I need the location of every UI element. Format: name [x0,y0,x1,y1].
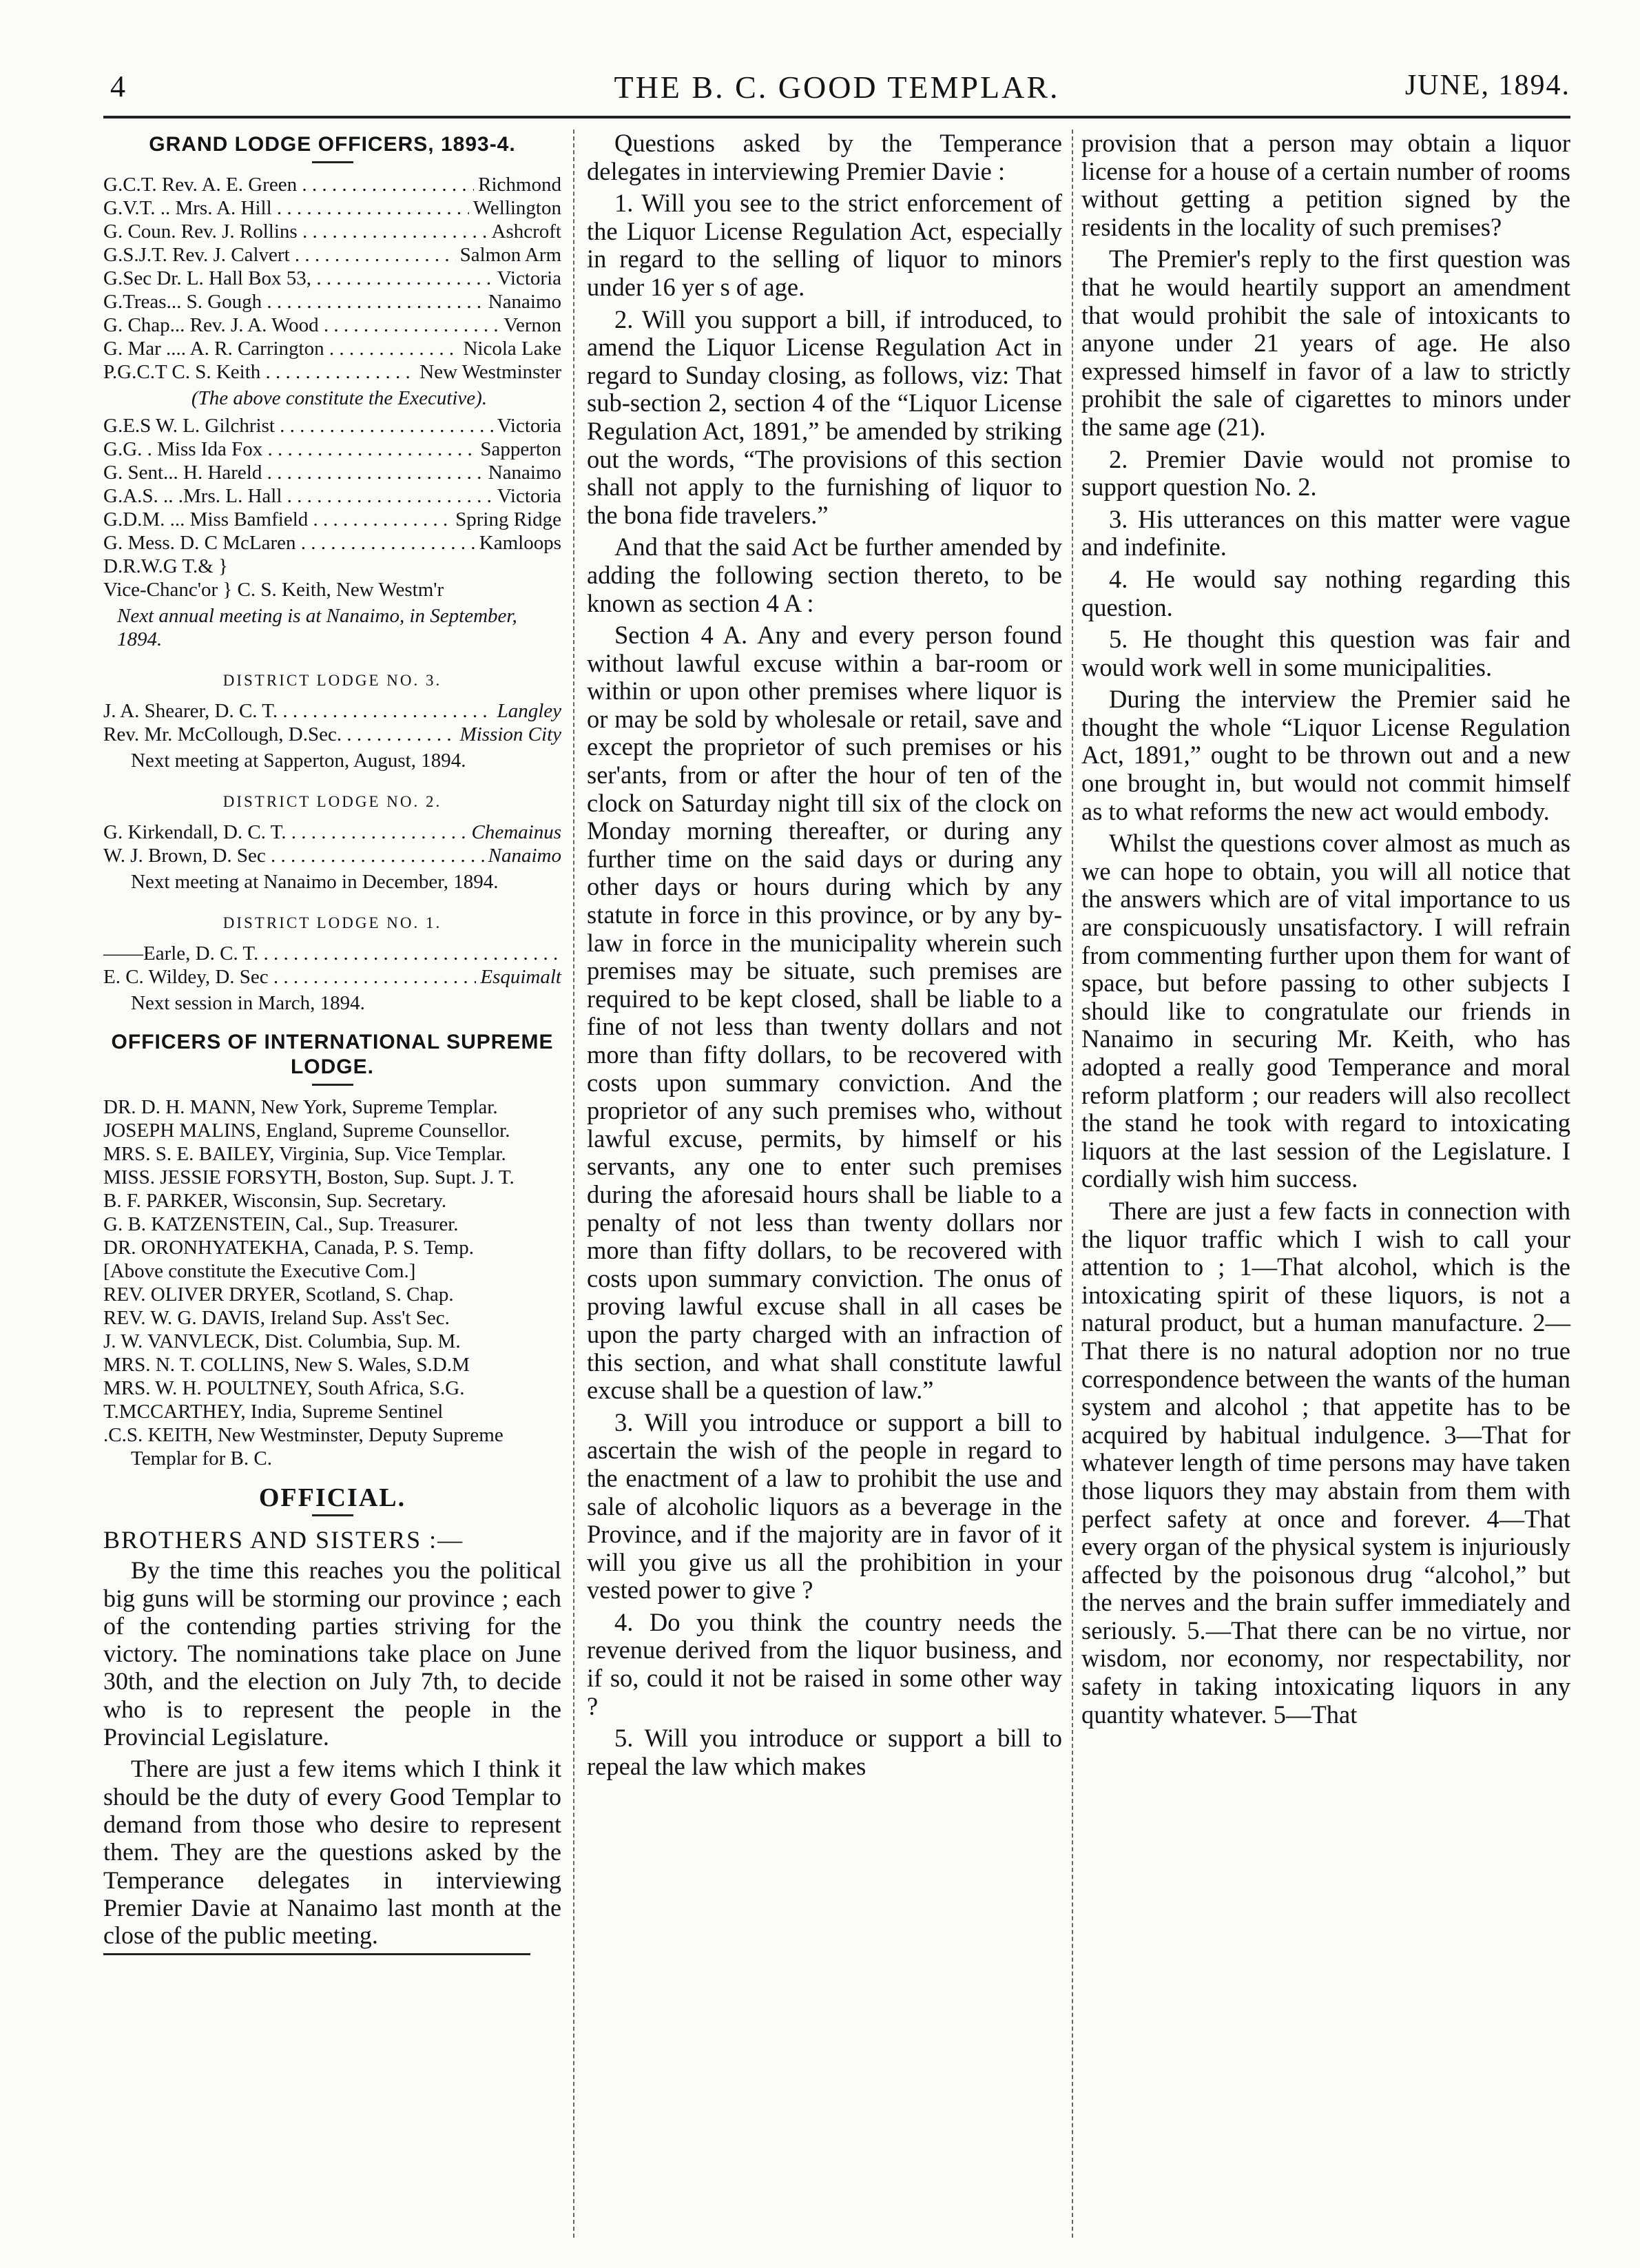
officer-place: Mission City [459,723,561,745]
officer-name: ——Earle, D. C. T. . . . [103,942,557,965]
drwgt-line: D.R.W.G T.& } [103,555,228,577]
column-divider [1072,130,1073,2238]
officer-name: G.Sec Dr. L. Hall Box 53, . . . [103,267,493,290]
international-officer: REV. OLIVER DRYER, Scotland, S. Chap. [103,1284,454,1306]
international-officer: REV. W. G. DAVIS, Ireland Sup. Ass't Sec. [103,1307,450,1329]
executive-note: (The above constitute the Executive). [191,387,488,409]
paragraph: The Premier's reply to the first question was that he would heartily support an amendment that would prohibit the sale of intoxicants to anyone under 21 years of age. He also expressed himself in favor of a law to strictly prohibit the sale of cigarettes to minors under the same age (21). [1081,245,1570,441]
paragraph: During the interview the Premier said he thought the whole “Liquor License Regulation Act, 1891,” ought to be thrown out and a new one brought in, but would not commit himself as to what reforms the new act would embody. [1081,685,1570,825]
official-article [103,1556,561,1949]
international-officer: DR. D. H. MANN, New York, Supreme Templar. [103,1096,498,1118]
running-head [103,69,1570,110]
paragraph: provision that a person may obtain a liquor license for a house of a certain number of rooms without getting a petition signed by the residents in the locality of such premises? [1081,129,1570,241]
paragraph: 1. Will you see to the strict enforcement of the Liquor License Regulation Act, especially in regard to the selling of liquor to minors under 16 yer s of age. [587,189,1062,301]
officer-place: Chemainus [471,821,561,843]
officer-name: G.E.S W. L. Gilchrist . . . [103,414,493,437]
paragraph: There are just a few items which I think it should be the duty of every Good Templar to demand from those who desire to represent them. They are the questions asked by the Temperance delegates in interviewing Premier Davie at Nanaimo last month at the close of the public meeting. [103,1755,561,1950]
district-3-meeting: Next meeting at Sapperton, August, 1894. [131,750,466,772]
column-2 [587,130,1062,1784]
column-3 [1081,130,1570,1733]
grand-lodge-heading: GRAND LODGE OFFICERS, 1893-4. [149,133,516,156]
officer-row [103,313,561,337]
officer-name: W. J. Brown, D. Sec . . . [103,844,484,867]
paragraph: And that the said Act be further amended by adding the following section thereto, to be known as section 4 A : [587,533,1062,617]
paragraph: 3. His utterances on this matter were vague and indefinite. [1081,504,1570,561]
officer-row [103,821,561,844]
officer-name: G.S.J.T. Rev. J. Calvert . . . [103,243,456,267]
paragraph: There are just a few facts in connection with the liquor traffic which I wish to call your attention to ; 1—That alcohol, which is the intoxicating spirit of these liquors, is not a natural product, but a human manufacture. 2—That there is no natural adoption nor no true correspondence between the wants of the human system and alcohol ; that appetite has to be acquired by habitual indulgence. 3—That for whatever length of time persons may have taken those liquors they may abstain from them with perfect safety at once and forever. 4—That every organ of the physical system is injuriously affected by the poisonous drug “alcohol,” but the nerves and the brain suffer immediately and seriously. 5.—That there can be no virtue, nor wisdom, nor economy, nor respectability, nor safety in taking intoxicating liquors in any quantity whatever. 5—That [1081,1196,1570,1729]
officer-name: G.G. . Miss Ida Fox . . . [103,437,476,461]
officer-row [103,360,561,384]
international-officer: MRS. S. E. BAILEY, Virginia, Sup. Vice Templar. [103,1143,506,1165]
officer-row [103,508,561,531]
district-2-heading: DISTRICT LODGE NO. 2. [222,793,442,810]
officer-name: G.Treas... S. Gough . . . [103,290,484,313]
officer-place: Victoria [497,415,561,437]
officer-place: Spring Ridge [455,508,561,530]
paragraph: 3. Will you introduce or support a bill to ascertain the wish of the people in regard to the enactment of a law to prohibit the use and sale of alcoholic liquors as a beverage in the Province, and if the majority are in favor of it will you give us all the prohibition in your vested power to give ? [587,1408,1062,1605]
officer-row [103,267,561,290]
officer-name: G.V.T. .. Mrs. A. Hill . . . [103,196,469,220]
officer-row [103,723,561,746]
paragraph: 2. Will you support a bill, if introduced, to amend the Liquor License Regulation Act in regard to Sunday closing, as follows, viz: That sub-section 2, section 4 of the “Liquor License Regulation Act, 1891,” be amended by striking out the words, “The provisions of this section shall not apply to the furnishing of liquor to the bona fide travelers.” [587,305,1062,529]
officer-name: J. A. Shearer, D. C. T. . . . [103,699,493,723]
paragraph: 2. Premier Davie would not promise to support question No. 2. [1081,444,1570,502]
officer-name: G. Coun. Rev. J. Rollins . . . [103,220,488,243]
paragraph: By the time this reaches you the political big guns will be storming our province ; each of the contending parties striving for the victory. The nominations take place on June 30th, and the election on July 7th, to decide who is to represent the people in the Provincial Legislature. [103,1556,561,1751]
officer-row [103,484,561,508]
officer-place: Nanaimo [488,845,561,867]
officer-place: Nanaimo [488,291,561,313]
annual-meeting-note: Next annual meeting is at Nanaimo, in September, 1894. [117,605,517,650]
district-3-heading: DISTRICT LODGE NO. 3. [222,672,442,689]
officer-place: Victoria [497,267,561,289]
officer-name: G. Mar .... A. R. Carrington . . . [103,337,459,360]
district-2-meeting: Next meeting at Nanaimo in December, 1894. [131,871,499,893]
officer-place: Salmon Arm [459,244,561,266]
officer-name: G.C.T. Rev. A. E. Green . . . [103,173,474,196]
officer-row [103,196,561,220]
officer-name: G. Kirkendall, D. C. T. . . . [103,821,468,844]
international-officer: .C.S. KEITH, New Westminster, Deputy Supreme Templar for B. C. [103,1424,504,1470]
officer-name: G. Mess. D. C McLaren . . . [103,531,475,555]
officer-row [103,414,561,437]
officer-place: Wellington [473,197,561,219]
officer-name: P.G.C.T C. S. Keith . . . [103,360,415,384]
officer-row [103,220,561,243]
paragraph: 5. Will you introduce or support a bill to repeal the law which makes [587,1724,1062,1780]
officer-place: Vernon [504,314,561,336]
officer-row [103,844,561,867]
officer-row [103,942,561,965]
newspaper-title: THE B. C. GOOD TEMPLAR. [614,70,1060,105]
column-divider [573,130,574,2238]
paragraph: Questions asked by the Temperance delegates in interviewing Premier Davie : [587,129,1062,185]
district-1-heading: DISTRICT LODGE NO. 1. [222,914,442,931]
officer-place: New Westminster [419,361,561,383]
district-1-meeting: Next session in March, 1894. [131,992,365,1014]
international-officer: [Above constitute the Executive Com.] [103,1260,416,1282]
international-officer: J. W. VANVLECK, Dist. Columbia, Sup. M. [103,1330,461,1352]
international-heading: OFFICERS OF INTERNATIONAL SUPREME LODGE. [111,1031,554,1078]
international-officer: T.MCCARTHEY, India, Supreme Sentinel [103,1401,444,1423]
officer-place: Victoria [497,485,561,507]
district-2-officers [103,821,561,867]
officer-row [103,965,561,989]
district-1-officers [103,942,561,989]
officer-row [103,437,561,461]
officer-place: Langley [497,700,561,722]
issue-date: JUNE, 1894. [1404,70,1570,101]
officer-name: Rev. Mr. McCollough, D.Sec. . . . [103,723,456,746]
international-officer: MRS. N. T. COLLINS, New S. Wales, S.D.M [103,1354,470,1376]
salutation: BROTHERS AND SISTERS :— [103,1526,464,1554]
page-number: 4 [110,70,125,103]
vice-chancellor-line: Vice-Chanc'or } C. S. Keith, New Westm'r [103,579,444,601]
column-1 [103,130,561,1955]
international-officer: MISS. JESSIE FORSYTH, Boston, Sup. Supt. J. T. [103,1166,515,1188]
paragraph: 4. Do you think the country needs the revenue derived from the liquor business, and if so, could it not be raised in some other way ? [587,1607,1062,1720]
heading-rule [312,1514,353,1516]
paragraph: 5. He thought this question was fair and would work well in some municipalities. [1081,625,1570,681]
officer-row [103,337,561,360]
officer-place: Esquimalt [480,966,561,988]
grand-lodge-officers-list [103,173,561,384]
international-officer: G. B. KATZENSTEIN, Cal., Sup. Treasurer. [103,1213,459,1235]
officer-name: G. Chap... Rev. J. A. Wood . . . [103,313,499,337]
officer-place: Kamloops [479,532,561,554]
officer-place: Nanaimo [488,462,561,484]
officer-place: Sapperton [480,438,561,460]
officer-name: E. C. Wildey, D. Sec . . . [103,965,476,989]
district-3-officers [103,699,561,746]
grand-lodge-officers-list-2 [103,414,561,555]
officer-row [103,173,561,196]
officer-row [103,699,561,723]
officer-row [103,290,561,313]
officer-row [103,461,561,484]
official-heading: OFFICIAL. [258,1483,406,1512]
paragraph: Section 4 A. Any and every person found without lawful excuse within a bar-room or within or upon other premises where liquor is or may be sold by wholesale or retail, save and except the proprietor of such premises or his ser'ants, from or after the hour of ten of the clock on Saturday night till six of the clock on Monday morning thereafter, or during any further time on the said days or during any other days or hours during which by any statute in force in this province, or by any by-law in force in the municipality wherein such premises may be situate, such premises are required to be kept closed, shall be liable to a fine of not less than twenty dollars and not more than fifty dollars, to be recovered with costs upon summary conviction. And the proprietor of any such premises who, without lawful excuse, permits, by himself or his servants, any one to enter such premises during the aforesaid hours shall be liable to a penalty of not less than twenty dollars nor more than fifty dollars, to be recovered with costs upon summary conviction. The onus of proving lawful excuse shall in all cases be upon the party charged with an infraction of this section, and what shall constitute lawful excuse shall be a question of law.” [587,621,1062,1405]
officer-place: Richmond [478,174,561,196]
article-end-rule [103,1953,530,1955]
international-officer: DR. ORONHYATEKHA, Canada, P. S. Temp. [103,1237,474,1259]
international-officer: B. F. PARKER, Wisconsin, Sup. Secretary. [103,1190,447,1212]
international-officers-list [103,1095,561,1470]
officer-name: G.D.M. ... Miss Bamfield . . . [103,508,451,531]
paragraph: Whilst the questions cover almost as much as we can hope to obtain, you will all notice that the answers which are of vital importance to us are conspicuously unsatisfactory. I will refrain from commenting further upon them for want of space, but before passing to other subjects I should like to congratulate our friends in Nanaimo in securing Mr. Keith, who has adopted a really good Temperance and moral reform platform ; our readers will also recollect the stand he took with regard to intoxicating liquors at the last session of the Legislature. I cordially wish him success. [1081,829,1570,1193]
paragraph: 4. He would say nothing regarding this question. [1081,564,1570,621]
officer-place: Nicola Lake [463,338,561,360]
officer-row [103,243,561,267]
officer-row [103,531,561,555]
heading-rule [312,161,353,163]
heading-rule [312,1084,353,1086]
international-officer: JOSEPH MALINS, England, Supreme Counsellor. [103,1120,510,1142]
international-officer: MRS. W. H. POULTNEY, South Africa, S.G. [103,1377,465,1399]
header-rule [103,116,1570,118]
officer-place: Ashcroft [491,220,561,243]
officer-name: G. Sent... H. Hareld . . . [103,461,484,484]
officer-name: G.A.S. .. .Mrs. L. Hall . . . [103,484,493,508]
